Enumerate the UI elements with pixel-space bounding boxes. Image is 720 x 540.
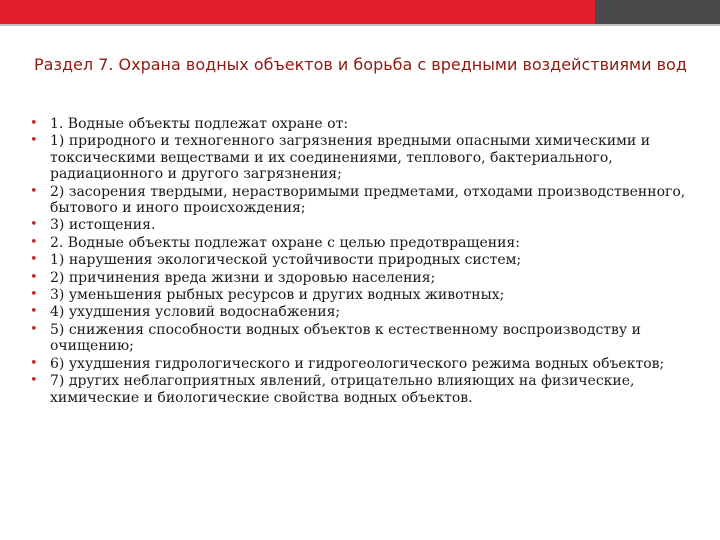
slide-content (30, 116, 696, 407)
top-bar (0, 0, 720, 24)
list-item-text: 2) причинения вреда жизни и здоровью населения; (50, 269, 436, 286)
top-bar-accent (0, 0, 595, 24)
bullet-icon: • (30, 287, 38, 303)
list-item-text: 2. Водные объекты подлежат охране с целью предотвращения: (50, 234, 520, 251)
list-item-text: 3) уменьшения рыбных ресурсов и других водных животных; (50, 287, 505, 304)
bullet-icon: • (30, 183, 38, 199)
list-item (30, 304, 696, 320)
bullet-icon: • (30, 321, 38, 337)
list-item-text: 5) снижения способности водных объектов к естественному воспроизводству и очищению; (50, 321, 641, 355)
list-item (30, 217, 696, 233)
list-item (30, 373, 696, 406)
list-item-text: 1) нарушения экологической устойчивости природных систем; (50, 252, 522, 269)
list-item (30, 322, 696, 355)
list-item-text: 1) природного и техногенного загрязнения вредными опасными химическими и токсическими веществами и их соединениями, теплового, бактериального, радиационного и другого загрязнения; (50, 133, 651, 183)
bullet-icon: • (30, 217, 38, 233)
bullet-icon: • (30, 133, 38, 149)
list-item (30, 252, 696, 268)
bullet-icon: • (30, 252, 38, 268)
list-item (30, 270, 696, 286)
list-item-text: 7) других неблагоприятных явлений, отрицательно влияющих на физические, химические и биологические свойства водных объектов. (50, 373, 635, 406)
bullet-icon: • (30, 304, 38, 320)
bullet-icon: • (30, 234, 38, 250)
bullet-icon: • (30, 373, 38, 389)
list-item (30, 133, 696, 182)
list-item-text: 1. Водные объекты подлежат охране от: (50, 116, 349, 132)
bullet-list (30, 116, 696, 406)
list-item-text: 4) ухудшения условий водоснабжения; (50, 304, 341, 321)
bullet-icon: • (30, 116, 38, 131)
bullet-icon: • (30, 269, 38, 285)
list-item (30, 356, 696, 372)
list-item (30, 116, 696, 132)
top-bar-divider (0, 24, 720, 26)
bullet-icon: • (30, 355, 38, 371)
list-item-text: 2) засорения твердыми, нерастворимыми предметами, отходами производственного, бытового и иного происхождения; (50, 183, 686, 217)
list-item (30, 235, 696, 251)
list-item-text: 3) истощения. (50, 217, 156, 234)
list-item (30, 287, 696, 303)
list-item (30, 184, 696, 217)
slide-title: Раздел 7. Охрана водных объектов и борьба с вредными воздействиями вод (34, 55, 687, 74)
list-item-text: 6) ухудшения гидрологического и гидрогеологического режима водных объектов; (50, 355, 665, 372)
